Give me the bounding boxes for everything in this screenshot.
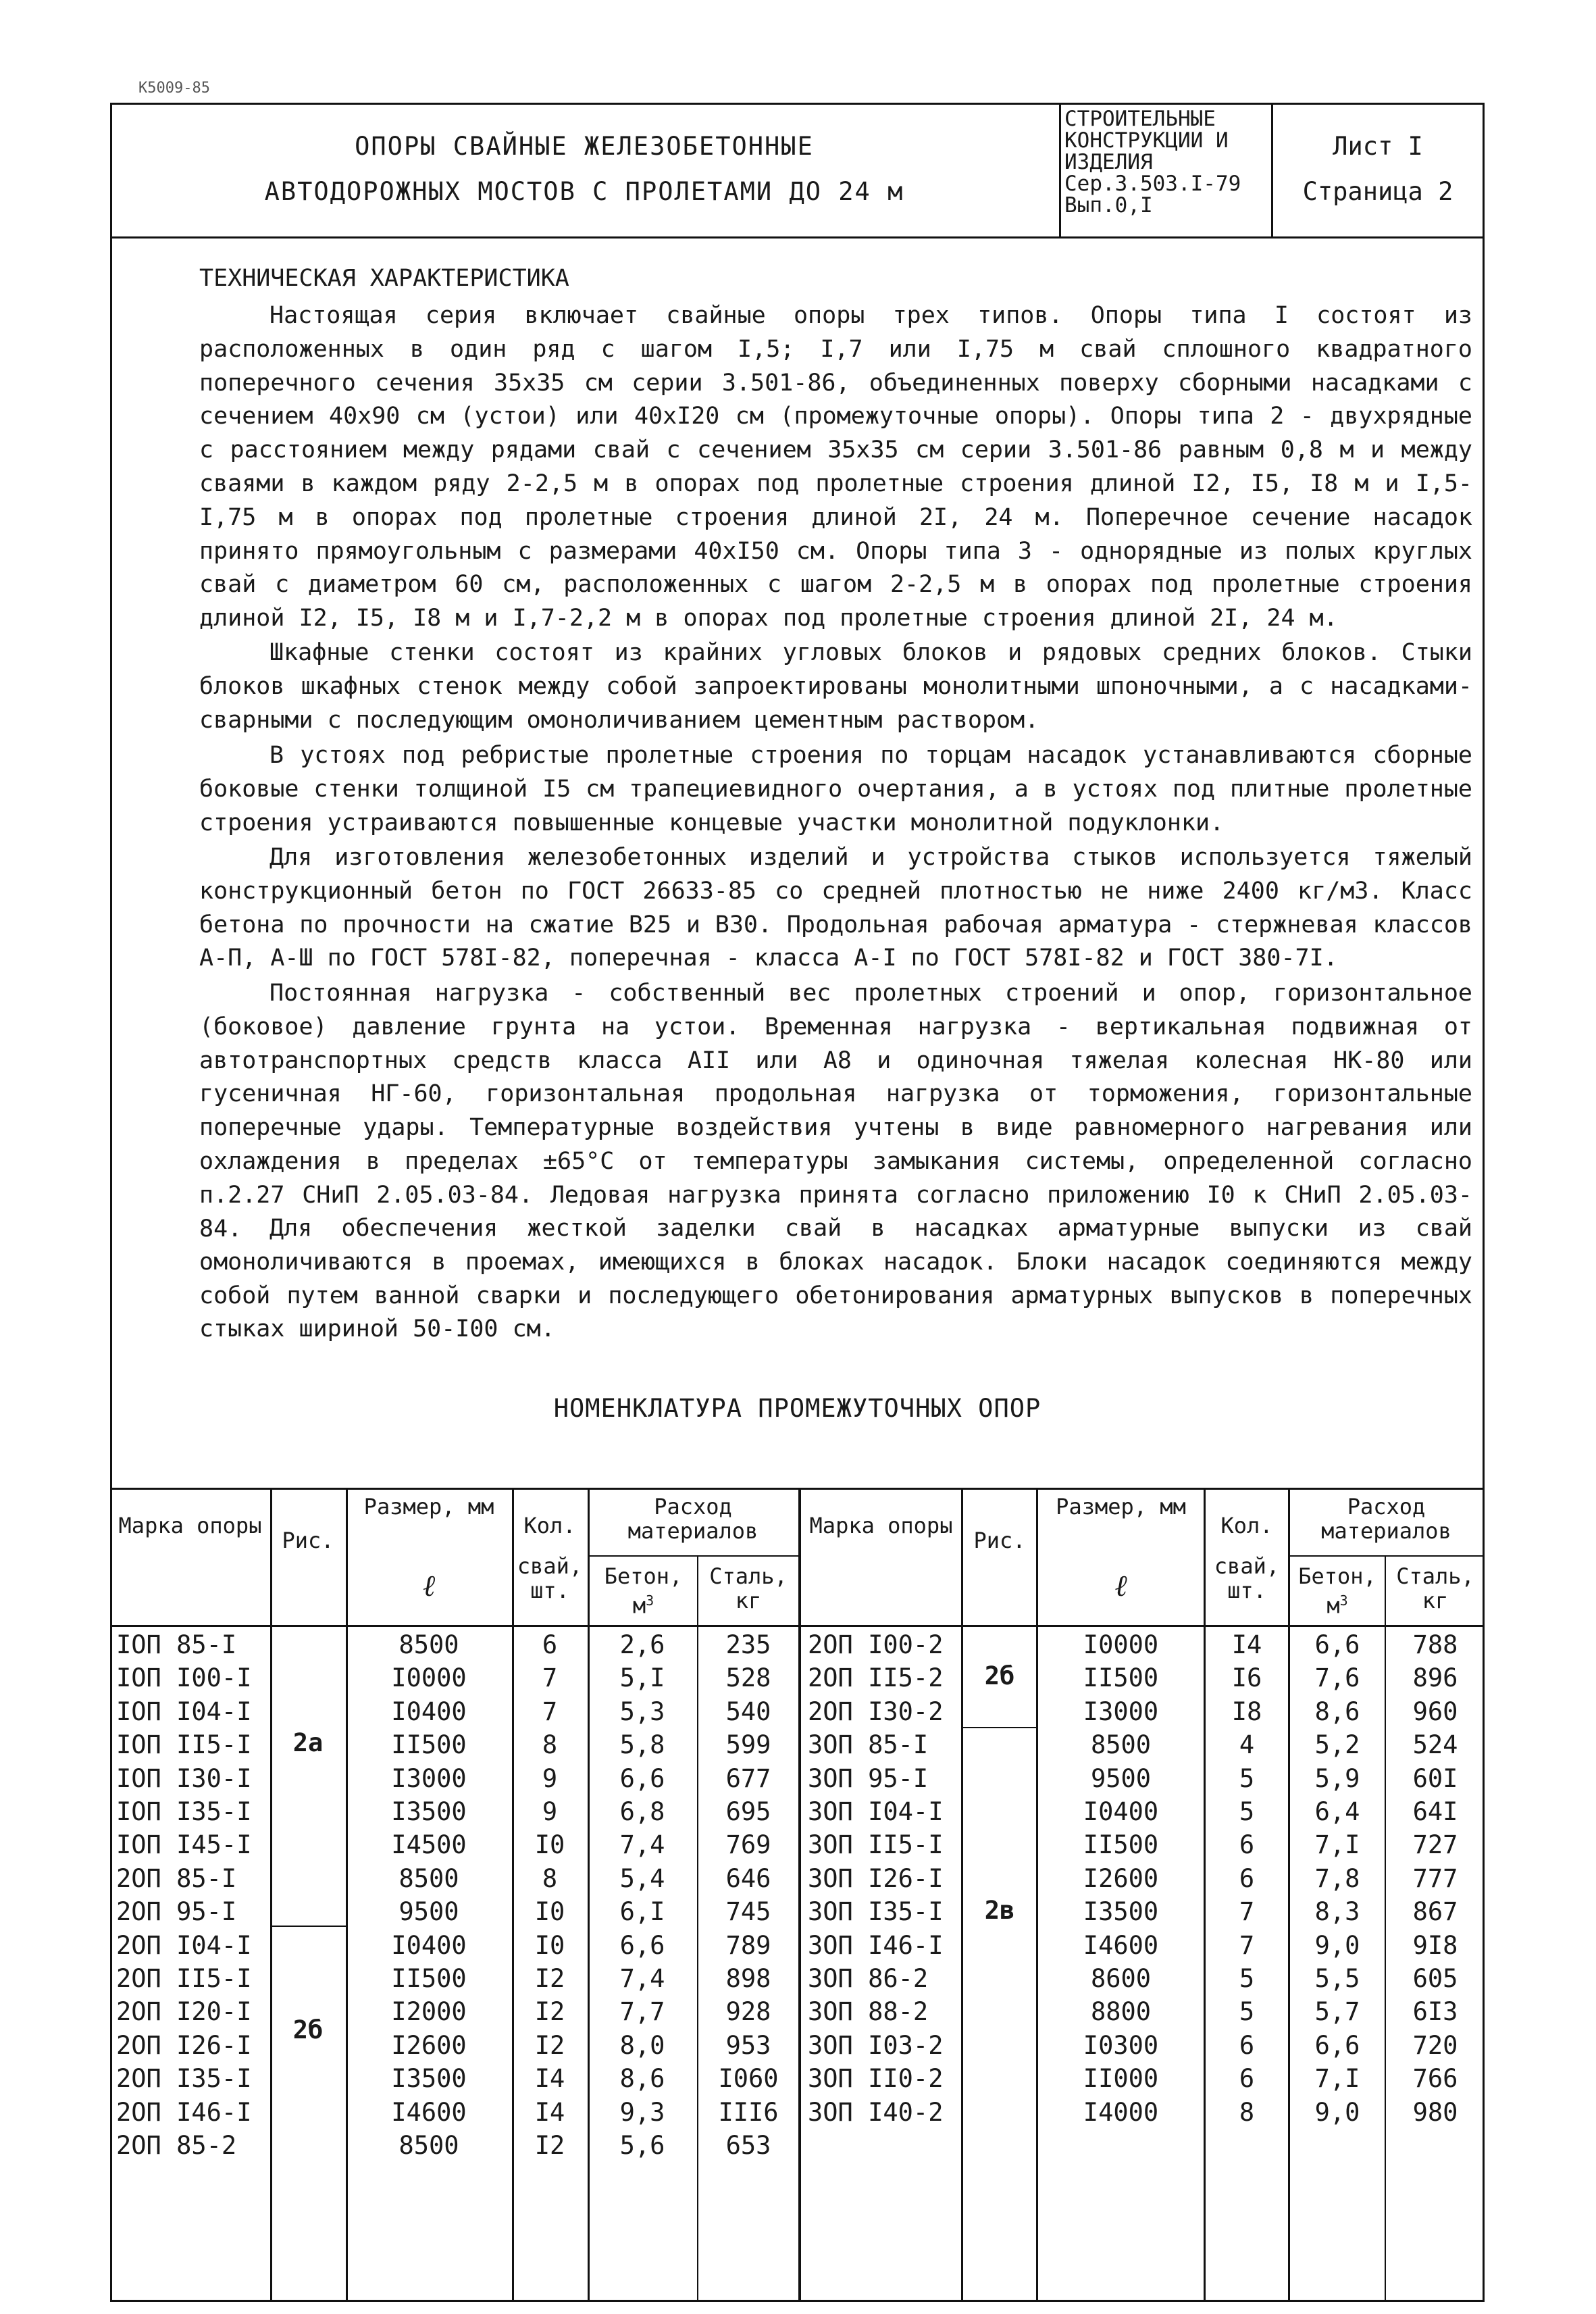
cell-count-left: 9 [542, 1797, 558, 1826]
header-divider [110, 236, 1485, 238]
cell-size-left: I3000 [391, 1764, 467, 1793]
cell-steel-right: 777 [1412, 1864, 1458, 1893]
header-count-right: Кол. [1220, 1513, 1273, 1538]
cell-size-right: 8500 [1090, 1730, 1152, 1759]
cell-count-left: 7 [542, 1663, 558, 1692]
cell-mark-right: 3ОП 86-2 [808, 1964, 929, 1993]
cell-size-right: I4600 [1083, 1931, 1159, 1960]
cell-steel-left: III6 [718, 2098, 779, 2127]
cell-count-right: 5 [1239, 1964, 1255, 1993]
header-consumption-right: Расход материалов [1321, 1494, 1451, 1544]
cell-count-left: I2 [534, 2131, 565, 2160]
cell-steel-right: 605 [1412, 1964, 1458, 1993]
cell-mark-left: IОП II5-I [116, 1730, 252, 1759]
cell-mark-left: 2ОП I46-I [116, 2098, 252, 2127]
cell-size-left: I3500 [391, 2064, 467, 2093]
cell-size-left: I0000 [391, 1663, 467, 1692]
header-category [1064, 108, 1267, 216]
fig-label-2b-left: 2б [292, 2015, 324, 2044]
cell-concrete-left: 5,3 [619, 1697, 665, 1726]
cell-mark-left: 2ОП 85-2 [116, 2131, 237, 2160]
cell-count-left: 7 [542, 1697, 558, 1726]
cell-size-left: I4500 [391, 1830, 467, 1859]
issue-number: Вып.0,I [1064, 193, 1153, 218]
cell-count-left: 8 [542, 1730, 558, 1759]
cell-concrete-right: 6,6 [1314, 2031, 1360, 2060]
cell-mark-right: 2ОП I30-2 [808, 1697, 944, 1726]
cell-concrete-left: 9,3 [619, 2098, 665, 2127]
cell-concrete-right: 7,I [1314, 1830, 1360, 1859]
cell-concrete-left: 7,4 [619, 1830, 665, 1859]
cell-steel-right: 788 [1412, 1630, 1458, 1659]
cell-count-left: I0 [534, 1931, 565, 1960]
cell-count-right: 7 [1239, 1931, 1255, 1960]
left-consumption-divider [588, 1555, 798, 1557]
cell-mark-left: 2ОП I04-I [116, 1931, 252, 1960]
cell-steel-left: 646 [725, 1864, 771, 1893]
header-concrete-right-label: Бетон, м [1298, 1563, 1376, 1619]
cell-concrete-right: 5,7 [1314, 1997, 1360, 2026]
cell-concrete-left: 6,I [619, 1897, 665, 1926]
cell-size-right: I0400 [1083, 1797, 1159, 1826]
cell-size-left: II500 [391, 1964, 467, 1993]
cell-count-right: 6 [1239, 1864, 1255, 1893]
cell-size-left: I0400 [391, 1697, 467, 1726]
cell-concrete-right: 6,6 [1314, 1630, 1360, 1659]
cell-concrete-right: 5,5 [1314, 1964, 1360, 1993]
cell-size-right: II000 [1083, 2064, 1159, 2093]
cell-mark-left: 2ОП I20-I [116, 1997, 252, 2026]
cell-concrete-left: 5,I [619, 1663, 665, 1692]
cell-steel-left: 695 [725, 1797, 771, 1826]
cell-steel-right: 9I8 [1412, 1931, 1458, 1960]
cell-mark-right: 3ОП II0-2 [808, 2064, 944, 2093]
cell-size-left: 8500 [398, 1864, 459, 1893]
cell-mark-left: 2ОП 85-I [116, 1864, 237, 1893]
header-size-right: Размер, мм [1056, 1494, 1186, 1519]
document-code: К5009-85 [138, 80, 210, 97]
cell-size-left: I2000 [391, 1997, 467, 2026]
cell-size-right: I4000 [1083, 2098, 1159, 2127]
cell-mark-left: 2ОП I26-I [116, 2031, 252, 2060]
cell-count-left: I4 [534, 2098, 565, 2127]
cell-concrete-right: 5,2 [1314, 1730, 1360, 1759]
header-title-line2: АВТОДОРОЖНЫХ МОСТОВ С ПРОЛЕТАМИ ДО 24 м [264, 177, 904, 206]
cell-size-right: II500 [1083, 1830, 1159, 1859]
cell-steel-left: 677 [725, 1764, 771, 1793]
cell-mark-left: IОП I00-I [116, 1663, 252, 1692]
cell-concrete-right: 9,0 [1314, 1931, 1360, 1960]
header-divider-v1 [1059, 103, 1061, 236]
cell-concrete-left: 6,8 [619, 1797, 665, 1826]
cell-count-right: 4 [1239, 1730, 1255, 1759]
table-header-bottom [110, 1625, 1485, 1627]
cell-concrete-left: 5,4 [619, 1864, 665, 1893]
header-concrete-right-exp: 3 [1339, 1592, 1348, 1609]
header-steel-right: Сталь, кг [1396, 1563, 1474, 1613]
cell-steel-right: 720 [1412, 2031, 1458, 2060]
cell-count-right: I4 [1231, 1630, 1262, 1659]
cell-mark-left: IОП I04-I [116, 1697, 252, 1726]
cell-size-left: I4600 [391, 2098, 467, 2127]
cell-count-left: 8 [542, 1864, 558, 1893]
cell-size-right: I3500 [1083, 1897, 1159, 1926]
section-title: ТЕХНИЧЕСКАЯ ХАРАКТЕРИСТИКА [199, 265, 569, 292]
paragraph-1: Настоящая серия включает свайные опоры трех типов. Опоры типа I состоят из расположенных в один ряд с шагом I,5; I,7 или I,75 м свай сплошного квадратного поперечного сечения 35х35 см серии 3.501-86, объединенных поверху сборными насадками с сечением 40х90 см (устои) или 40хI20 см (промежуточные опоры). Опоры типа 2 - двухрядные с расстоянием между рядами свай с сечением 35х35 см серии 3.501-86 равным 0,8 м и между сваями в каждом ряду 2-2,5 м в опорах под пролетные строения длиной I2, I5, I8 м и I,5-I,75 м в опорах под пролетные строения длиной 2I, 24 м. Поперечное сечение насадок принято прямоугольным с размерами 40хI50 см. Опоры типа 3 - однорядные из полых круглых свай с диаметром 60 см, расположенных с шагом 2-2,5 м в опорах под пролетные строения длиной I2, I5, I8 м и I,7-2,2 м в опорах под пролетные строения длиной 2I, 24 м. [199, 302, 1472, 632]
cell-concrete-right: 8,6 [1314, 1697, 1360, 1726]
header-mark-right: Марка опоры [809, 1513, 953, 1538]
cell-concrete-left: 6,6 [619, 1931, 665, 1960]
cell-mark-left: IОП I35-I [116, 1797, 252, 1826]
cell-steel-left: 928 [725, 1997, 771, 2026]
cell-mark-right: 3ОП 88-2 [808, 1997, 929, 2026]
cell-size-right: I3000 [1083, 1697, 1159, 1726]
cell-concrete-left: 5,6 [619, 2131, 665, 2160]
cell-mark-left: 2ОП I35-I [116, 2064, 252, 2093]
cell-size-left: I2600 [391, 2031, 467, 2060]
cell-concrete-left: 6,6 [619, 1764, 665, 1793]
header-divider-v2 [1271, 103, 1273, 236]
cell-count-right: 6 [1239, 2031, 1255, 2060]
header-mark-left: Марка опоры [118, 1513, 262, 1538]
cell-mark-right: 3ОП I26-I [808, 1864, 944, 1893]
col-line-6 [798, 1488, 801, 2302]
cell-mark-right: 3ОП II5-I [808, 1830, 944, 1859]
header-count-left: Кол. [523, 1513, 576, 1538]
cell-count-left: I2 [534, 1997, 565, 2026]
cell-mark-right: 3ОП 95-I [808, 1764, 929, 1793]
header-count-unit-left: свай, шт. [517, 1553, 583, 1603]
cell-size-left: 8500 [398, 1630, 459, 1659]
cell-concrete-left: 8,0 [619, 2031, 665, 2060]
paragraph-2: Шкафные стенки состоят из крайних угловых блоков и рядовых средних блоков. Стыки блоков шкафных стенок между собой запроектированы монолитными шпоночными, а с насадками-сварными с последующим омоноличиванием цементным раствором. [199, 639, 1472, 734]
cell-size-right: I0300 [1083, 2031, 1159, 2060]
cell-steel-left: 528 [725, 1663, 771, 1692]
cell-count-left: I2 [534, 1964, 565, 1993]
category-line2: КОНСТРУКЦИИ И [1064, 128, 1229, 153]
paragraph-4: Для изготовления железобетонных изделий и устройства стыков используется тяжелый конструкционный бетон по ГОСТ 26633-85 со средней плотностью не ниже 2400 кг/м3. Класс бетона по прочности на сжатие В25 и В30. Продольная рабочая арматура - стержневая классов А-П, А-Ш по ГОСТ 578I-82, поперечная - класса А-I по ГОСТ 578I-82 и ГОСТ 380-7I. [199, 844, 1472, 972]
paragraph-6: Для обеспечения жесткой заделки свай в насадках арматурные выпуски из свай омоноличиваются в проемах, имеющихся в блоках насадок. Блоки насадок соединяются между собой путем ванной сварки и последующего обетонирования арматурных выпусков в поперечных стыках шириной 50-I00 см. [199, 1215, 1472, 1343]
cell-count-left: 6 [542, 1630, 558, 1659]
cell-size-right: 9500 [1090, 1764, 1152, 1793]
header-title-line1: ОПОРЫ СВАЙНЫЕ ЖЕЛЕЗОБЕТОННЫЕ [355, 132, 814, 161]
cell-count-right: I8 [1231, 1697, 1262, 1726]
cell-steel-left: 540 [725, 1697, 771, 1726]
cell-count-right: I6 [1231, 1663, 1262, 1692]
paragraph-3: В устоях под ребристые пролетные строения по торцам насадок устанавливаются сборные боковые стенки толщиной I5 см трапециевидного очертания, а в устоях под плитные пролетные строения устраиваются повышенные концевые участки монолитной подуклонки. [199, 742, 1472, 836]
category-line1: СТРОИТЕЛЬНЫЕ [1064, 107, 1216, 131]
cell-size-left: II500 [391, 1730, 467, 1759]
cell-size-left: 9500 [398, 1897, 459, 1926]
cell-steel-left: I060 [718, 2064, 779, 2093]
cell-mark-left: 2ОП 95-I [116, 1897, 237, 1926]
cell-steel-right: 896 [1412, 1663, 1458, 1692]
cell-mark-left: IОП 85-I [116, 1630, 237, 1659]
cell-concrete-right: 6,4 [1314, 1797, 1360, 1826]
left-fig-separator [270, 1926, 346, 1927]
cell-steel-left: 745 [725, 1897, 771, 1926]
header-concrete-right [1290, 1564, 1385, 1618]
cell-concrete-left: 8,6 [619, 2064, 665, 2093]
cell-concrete-right: 7,I [1314, 2064, 1360, 2093]
header-fig-right: Рис. [973, 1528, 1026, 1553]
cell-size-right: I0000 [1083, 1630, 1159, 1659]
cell-size-left: I3500 [391, 1797, 467, 1826]
cell-count-left: I0 [534, 1830, 565, 1859]
cell-mark-left: IОП I30-I [116, 1764, 252, 1793]
cell-count-right: 6 [1239, 2064, 1255, 2093]
header-size-symbol-right: ℓ [1114, 1569, 1127, 1603]
header-steel-left: Сталь, кг [709, 1563, 788, 1613]
cell-steel-right: 727 [1412, 1830, 1458, 1859]
header-concrete-left [590, 1564, 697, 1618]
right-fig-separator [961, 1727, 1036, 1728]
cell-mark-right: 2ОП I00-2 [808, 1630, 944, 1659]
cell-count-left: I2 [534, 2031, 565, 2060]
cell-steel-right: 766 [1412, 2064, 1458, 2093]
cell-count-left: 9 [542, 1764, 558, 1793]
cell-concrete-right: 8,3 [1314, 1897, 1360, 1926]
cell-steel-right: 867 [1412, 1897, 1458, 1926]
cell-steel-left: 599 [725, 1730, 771, 1759]
cell-concrete-left: 2,6 [619, 1630, 665, 1659]
cell-mark-right: 3ОП I04-I [808, 1797, 944, 1826]
cell-count-right: 7 [1239, 1897, 1255, 1926]
table-top-border [110, 1488, 1485, 1490]
cell-steel-left: 235 [725, 1630, 771, 1659]
page-number: Страница 2 [1302, 177, 1453, 206]
cell-steel-right: 960 [1412, 1697, 1458, 1726]
cell-size-right: II500 [1083, 1663, 1159, 1692]
cell-concrete-left: 7,7 [619, 1997, 665, 2026]
cell-steel-left: 653 [725, 2131, 771, 2160]
cell-concrete-right: 9,0 [1314, 2098, 1360, 2127]
header-size-symbol-left: ℓ [422, 1569, 436, 1603]
cell-concrete-left: 5,8 [619, 1730, 665, 1759]
sheet-number: Лист I [1333, 132, 1423, 161]
fig-label-2v: 2в [984, 1896, 1015, 1925]
cell-steel-left: 953 [725, 2031, 771, 2060]
cell-steel-left: 769 [725, 1830, 771, 1859]
header-fig-left: Рис. [282, 1528, 334, 1553]
cell-mark-right: 2ОП II5-2 [808, 1663, 944, 1692]
right-consumption-divider [1288, 1555, 1485, 1557]
series-code: Сер.3.503.I-79 [1064, 172, 1241, 196]
cell-mark-right: 3ОП I40-2 [808, 2098, 944, 2127]
cell-concrete-right: 7,6 [1314, 1663, 1360, 1692]
cell-count-right: 5 [1239, 1997, 1255, 2026]
cell-count-right: 5 [1239, 1797, 1255, 1826]
cell-count-right: 8 [1239, 2098, 1255, 2127]
header-count-unit-right: свай, шт. [1214, 1553, 1280, 1603]
cell-size-right: 8800 [1090, 1997, 1152, 2026]
cell-mark-right: 3ОП 85-I [808, 1730, 929, 1759]
cell-steel-left: 898 [725, 1964, 771, 1993]
cell-mark-left: IОП I45-I [116, 1830, 252, 1859]
cell-concrete-right: 7,8 [1314, 1864, 1360, 1893]
cell-count-left: I4 [534, 2064, 565, 2093]
fig-label-2a: 2а [292, 1728, 324, 1757]
table-title: НОМЕНКЛАТУРА ПРОМЕЖУТОЧНЫХ ОПОР [553, 1394, 1041, 1423]
cell-concrete-right: 5,9 [1314, 1764, 1360, 1793]
cell-size-right: 8600 [1090, 1964, 1152, 1993]
category-line3: ИЗДЕЛИЯ [1064, 150, 1153, 174]
cell-steel-right: 524 [1412, 1730, 1458, 1759]
fig-label-2b-right: 2б [984, 1661, 1015, 1690]
cell-steel-right: 64I [1412, 1797, 1458, 1826]
cell-count-left: I0 [534, 1897, 565, 1926]
cell-size-left: I0400 [391, 1931, 467, 1960]
cell-steel-right: 60I [1412, 1764, 1458, 1793]
paragraph-5: Постоянная нагрузка - собственный вес пролетных строений и опор, горизонтальное (боковое) давление грунта на устои. Временная нагрузка - вертикальная подвижная от автотранспортных средств класса АII или А8 и одиночная тяжелая колесная НК-80 или гусеничная НГ-60, горизонтальная продольная нагрузка от торможения, горизонтальные поперечные удары. Температурные воздействия учтены в виде равномерного нагревания или охлаждения в пределах ±65°С от температуры замыкания системы, определенной согласно п.2.27 СНиП 2.05.03-84. Ледовая нагрузка принята согласно приложению I0 к СНиП 2.05.03-84. [199, 980, 1472, 1242]
header-concrete-left-label: Бетон, м [604, 1563, 683, 1619]
cell-count-right: 6 [1239, 1830, 1255, 1859]
header-consumption-left: Расход материалов [627, 1494, 758, 1544]
cell-count-right: 5 [1239, 1764, 1255, 1793]
cell-mark-left: 2ОП II5-I [116, 1964, 252, 1993]
header-size-left: Размер, мм [363, 1494, 494, 1519]
cell-steel-left: 789 [725, 1931, 771, 1960]
cell-steel-right: 6I3 [1412, 1997, 1458, 2026]
header-concrete-left-exp: 3 [646, 1592, 654, 1609]
cell-mark-right: 3ОП I03-2 [808, 2031, 944, 2060]
cell-size-right: I2600 [1083, 1864, 1159, 1893]
cell-steel-right: 980 [1412, 2098, 1458, 2127]
cell-size-left: 8500 [398, 2131, 459, 2160]
cell-mark-right: 3ОП I46-I [808, 1931, 944, 1960]
cell-mark-right: 3ОП I35-I [808, 1897, 944, 1926]
col-line-1 [270, 1488, 272, 2302]
cell-concrete-left: 7,4 [619, 1964, 665, 1993]
